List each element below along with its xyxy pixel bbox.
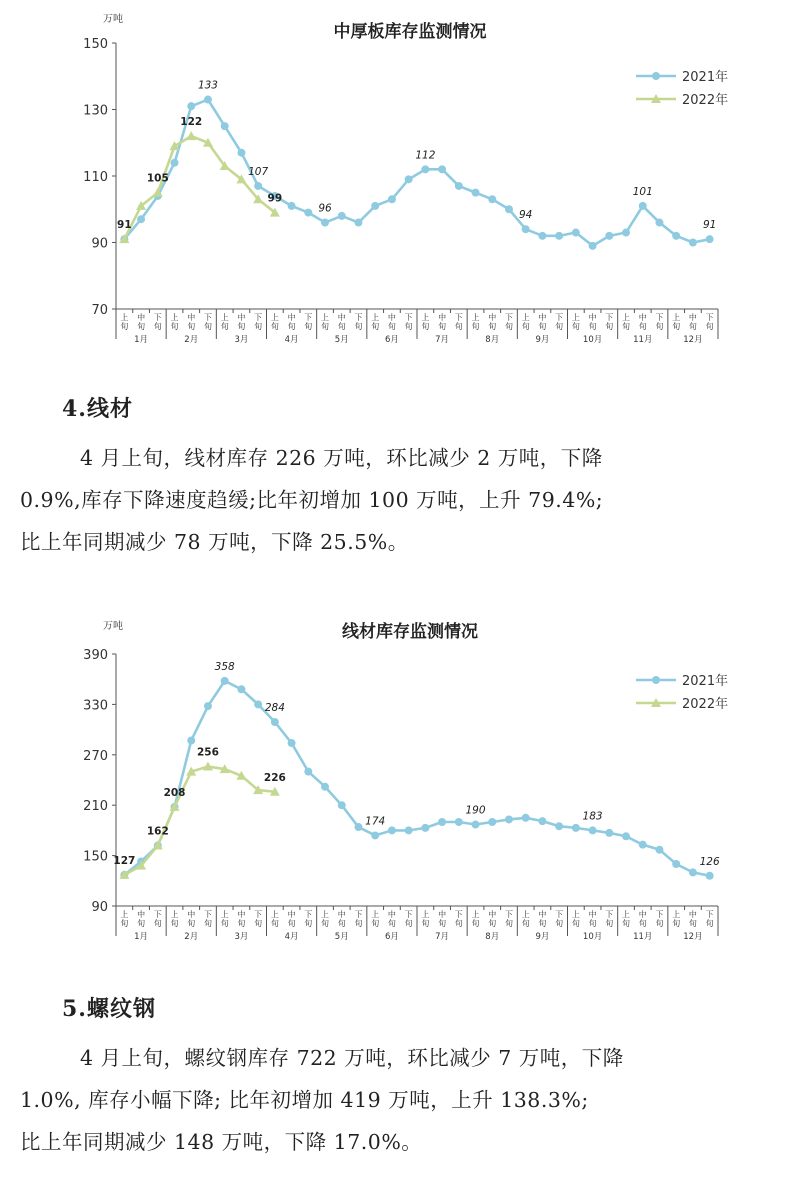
x-tick-label: 旬 (387, 322, 396, 331)
data-point (237, 149, 245, 157)
x-tick-label: 下 (504, 910, 513, 919)
x-tick-label: 下 (354, 910, 363, 919)
data-point (522, 814, 530, 822)
data-label: 101 (632, 185, 653, 198)
x-tick-label: 下 (504, 313, 513, 322)
x-tick-label: 中 (638, 910, 647, 919)
y-tick-label: 90 (91, 236, 108, 252)
month-label: 12月 (683, 932, 703, 942)
x-tick-label: 下 (254, 910, 263, 919)
x-tick-label: 旬 (421, 919, 430, 928)
x-tick-label: 旬 (605, 919, 614, 928)
x-tick-label: 中 (337, 910, 346, 919)
x-tick-label: 旬 (471, 919, 480, 928)
section-heading-rebar: 5.螺纹钢 (62, 996, 156, 1022)
month-label: 10月 (582, 335, 603, 345)
data-point (421, 824, 429, 832)
data-point (689, 868, 697, 876)
data-point (171, 159, 179, 167)
x-tick-label: 旬 (371, 919, 380, 928)
month-label: 7月 (435, 335, 450, 345)
data-point (689, 239, 697, 247)
data-point (505, 205, 513, 213)
month-label: 11月 (633, 335, 653, 345)
rebar-paragraph-line: 4 月上旬，螺纹钢库存 722 万吨，环比减少 7 万吨，下降 (80, 1046, 624, 1070)
data-label: 162 (146, 825, 169, 838)
month-label: 8月 (485, 932, 500, 942)
x-tick-label: 旬 (287, 322, 296, 331)
data-point (572, 824, 580, 832)
x-tick-label: 中 (688, 910, 697, 919)
x-tick-label: 旬 (187, 322, 196, 331)
y-tick-label: 110 (83, 170, 108, 185)
data-point (304, 768, 312, 776)
month-label: 11月 (633, 932, 653, 942)
x-tick-label: 旬 (237, 919, 246, 928)
x-tick-label: 上 (170, 910, 179, 919)
x-tick-label: 旬 (438, 322, 447, 331)
x-tick-label: 上 (672, 910, 681, 919)
data-label: 127 (113, 854, 136, 867)
y-tick-label: 150 (83, 37, 108, 52)
data-point (204, 702, 212, 710)
x-tick-label: 旬 (538, 919, 547, 928)
data-point (405, 175, 413, 183)
data-label: 94 (519, 209, 533, 222)
month-label: 4月 (284, 932, 299, 942)
x-tick-label: 中 (438, 910, 447, 919)
data-point (472, 189, 480, 197)
data-point (488, 818, 496, 826)
month-label: 1月 (134, 335, 149, 345)
data-point (388, 195, 396, 203)
x-tick-label: 下 (655, 910, 664, 919)
x-tick-label: 下 (153, 910, 162, 919)
data-label: 174 (365, 815, 386, 828)
legend-label: 2021年 (682, 70, 729, 85)
data-point (505, 815, 513, 823)
data-point (472, 821, 480, 829)
x-tick-label: 旬 (688, 322, 697, 331)
x-tick-label: 旬 (387, 919, 396, 928)
x-tick-label: 上 (270, 910, 279, 919)
x-tick-label: 旬 (622, 919, 631, 928)
data-point (655, 846, 663, 854)
month-label: 7月 (435, 932, 450, 942)
x-tick-label: 旬 (137, 322, 146, 331)
x-tick-label: 旬 (421, 322, 430, 331)
rebar-paragraph-line: 比上年同期减少 148 万吨，下降 17.0%。 (20, 1130, 423, 1154)
chart-svg (0, 0, 800, 350)
x-tick-label: 上 (571, 910, 580, 919)
data-point (706, 872, 714, 880)
month-label: 12月 (683, 335, 703, 345)
legend-marker (652, 72, 660, 80)
x-tick-label: 上 (521, 313, 530, 322)
x-tick-label: 下 (203, 910, 212, 919)
x-tick-label: 上 (170, 313, 179, 322)
x-tick-label: 旬 (504, 919, 513, 928)
data-label: 126 (699, 855, 720, 868)
data-point (221, 677, 229, 685)
x-tick-label: 上 (571, 313, 580, 322)
x-tick-label: 旬 (153, 919, 162, 928)
data-point (639, 202, 647, 210)
series-line-2022年 (124, 136, 275, 239)
x-tick-label: 旬 (404, 322, 413, 331)
data-point (187, 737, 195, 745)
x-tick-label: 上 (371, 313, 380, 322)
data-label: 91 (117, 219, 132, 232)
data-label: 96 (318, 202, 332, 215)
x-tick-label: 下 (605, 910, 614, 919)
wire-inventory-chart (0, 608, 800, 953)
x-tick-label: 下 (705, 313, 714, 322)
x-tick-label: 中 (237, 313, 246, 322)
data-point (354, 823, 362, 831)
data-point (622, 832, 630, 840)
x-tick-label: 旬 (588, 322, 597, 331)
data-point (672, 232, 680, 240)
month-label: 2月 (184, 932, 199, 942)
x-tick-label: 旬 (538, 322, 547, 331)
data-point (388, 826, 396, 834)
x-tick-label: 下 (454, 313, 463, 322)
series-line-2021年 (124, 100, 709, 246)
y-tick-label: 390 (83, 648, 108, 663)
data-label: 112 (415, 149, 436, 162)
x-tick-label: 中 (287, 313, 296, 322)
data-point (321, 219, 329, 227)
x-tick-label: 旬 (270, 919, 279, 928)
data-point (605, 829, 613, 837)
x-tick-label: 上 (270, 313, 279, 322)
x-tick-label: 旬 (454, 919, 463, 928)
x-tick-label: 旬 (254, 919, 263, 928)
x-tick-label: 旬 (438, 919, 447, 928)
month-label: 3月 (234, 932, 249, 942)
x-tick-label: 旬 (488, 322, 497, 331)
x-tick-label: 旬 (270, 322, 279, 331)
data-point (405, 826, 413, 834)
x-tick-label: 旬 (321, 322, 330, 331)
x-tick-label: 旬 (571, 322, 580, 331)
x-tick-label: 旬 (521, 322, 530, 331)
data-point (338, 212, 346, 220)
x-tick-label: 下 (203, 313, 212, 322)
x-tick-label: 下 (153, 313, 162, 322)
x-tick-label: 旬 (454, 322, 463, 331)
data-point (706, 235, 714, 243)
data-point (338, 801, 346, 809)
y-tick-label: 90 (91, 900, 108, 915)
x-tick-label: 旬 (705, 919, 714, 928)
y-tick-label: 150 (83, 849, 108, 865)
x-tick-label: 上 (220, 910, 229, 919)
x-tick-label: 中 (438, 313, 447, 322)
x-tick-label: 上 (421, 910, 430, 919)
data-label: 105 (146, 172, 169, 185)
rebar-paragraph-line: 1.0%, 库存小幅下降; 比年初增加 419 万吨，上升 138.3%; (20, 1088, 589, 1112)
data-point (237, 685, 245, 693)
x-tick-label: 下 (454, 910, 463, 919)
x-tick-label: 旬 (187, 919, 196, 928)
x-tick-label: 旬 (555, 322, 564, 331)
x-tick-label: 旬 (622, 322, 631, 331)
x-tick-label: 中 (538, 910, 547, 919)
x-tick-label: 下 (705, 910, 714, 919)
data-point (455, 818, 463, 826)
x-tick-label: 下 (304, 313, 313, 322)
data-point (304, 209, 312, 217)
x-tick-label: 上 (471, 313, 480, 322)
data-point (655, 219, 663, 227)
data-point (170, 141, 180, 150)
data-label: 208 (163, 786, 186, 799)
x-tick-label: 旬 (571, 919, 580, 928)
y-tick-label: 270 (83, 748, 108, 764)
data-label: 358 (214, 660, 235, 673)
x-tick-label: 旬 (404, 919, 413, 928)
x-tick-label: 旬 (337, 919, 346, 928)
legend-marker (652, 676, 660, 684)
x-tick-label: 旬 (304, 322, 313, 331)
x-tick-label: 中 (588, 910, 597, 919)
data-point (288, 202, 296, 210)
x-tick-label: 旬 (705, 322, 714, 331)
data-point (371, 202, 379, 210)
data-point (639, 841, 647, 849)
x-tick-label: 旬 (605, 322, 614, 331)
data-point (438, 165, 446, 173)
y-tick-label: 130 (83, 103, 108, 119)
x-tick-label: 下 (605, 313, 614, 322)
data-point (622, 229, 630, 237)
x-tick-label: 旬 (371, 322, 380, 331)
y-axis-unit-label: 万吨 (103, 14, 123, 25)
legend-label: 2022年 (682, 93, 729, 108)
x-tick-label: 上 (220, 313, 229, 322)
chart-title: 中厚板库存监测情况 (333, 22, 487, 42)
data-point (204, 96, 212, 104)
x-tick-label: 旬 (220, 322, 229, 331)
x-tick-label: 旬 (638, 322, 647, 331)
x-tick-label: 上 (321, 910, 330, 919)
data-point (186, 131, 196, 140)
x-tick-label: 旬 (354, 919, 363, 928)
data-label: 107 (248, 165, 269, 178)
x-tick-label: 中 (187, 910, 196, 919)
data-point (455, 182, 463, 190)
month-label: 6月 (384, 335, 399, 345)
x-tick-label: 旬 (638, 919, 647, 928)
legend-label: 2022年 (682, 697, 729, 712)
x-tick-label: 上 (672, 313, 681, 322)
month-label: 10月 (582, 932, 603, 942)
x-tick-label: 旬 (672, 322, 681, 331)
month-label: 5月 (334, 335, 349, 345)
x-tick-label: 旬 (471, 322, 480, 331)
x-tick-label: 中 (488, 910, 497, 919)
x-tick-label: 旬 (588, 919, 597, 928)
data-label: 226 (263, 771, 286, 784)
data-label: 133 (197, 79, 218, 92)
x-tick-label: 下 (555, 910, 564, 919)
month-label: 3月 (234, 335, 249, 345)
data-point (672, 860, 680, 868)
data-point (371, 831, 379, 839)
x-tick-label: 上 (120, 313, 129, 322)
x-tick-label: 旬 (120, 919, 129, 928)
month-label: 9月 (535, 335, 550, 345)
data-point (271, 718, 279, 726)
data-label: 256 (197, 746, 219, 759)
y-tick-label: 70 (91, 303, 108, 318)
x-tick-label: 中 (387, 313, 396, 322)
x-tick-label: 中 (538, 313, 547, 322)
chart-title: 线材库存监测情况 (342, 622, 478, 642)
x-tick-label: 旬 (120, 322, 129, 331)
x-tick-label: 旬 (321, 919, 330, 928)
x-tick-label: 旬 (688, 919, 697, 928)
data-point (589, 826, 597, 834)
x-tick-label: 旬 (304, 919, 313, 928)
data-point (187, 102, 195, 110)
x-tick-label: 旬 (137, 919, 146, 928)
x-tick-label: 上 (622, 313, 631, 322)
x-tick-label: 旬 (504, 322, 513, 331)
x-tick-label: 旬 (170, 322, 179, 331)
x-tick-label: 旬 (220, 919, 229, 928)
x-tick-label: 旬 (488, 919, 497, 928)
series-line-2021年 (124, 681, 709, 876)
data-point (488, 195, 496, 203)
x-tick-label: 中 (137, 313, 146, 322)
x-tick-label: 中 (337, 313, 346, 322)
y-axis-unit-label: 万吨 (103, 621, 123, 632)
x-tick-label: 中 (137, 910, 146, 919)
series-line-2022年 (124, 767, 275, 875)
month-label: 1月 (134, 932, 149, 942)
x-tick-label: 中 (688, 313, 697, 322)
data-point (589, 242, 597, 250)
x-tick-label: 下 (655, 313, 664, 322)
x-tick-label: 下 (304, 910, 313, 919)
data-point (438, 818, 446, 826)
chart-svg (0, 608, 800, 953)
x-tick-label: 旬 (237, 322, 246, 331)
section-heading-wire: 4.线材 (62, 396, 133, 422)
x-tick-label: 上 (321, 313, 330, 322)
data-point (421, 165, 429, 173)
wire-paragraph-line: 0.9%,库存下降速度趋缓;比年初增加 100 万吨，上升 79.4%; (20, 488, 604, 512)
x-tick-label: 旬 (655, 919, 664, 928)
x-tick-label: 上 (371, 910, 380, 919)
x-tick-label: 中 (488, 313, 497, 322)
x-tick-label: 中 (588, 313, 597, 322)
x-tick-label: 上 (120, 910, 129, 919)
month-label: 9月 (535, 932, 550, 942)
x-tick-label: 下 (555, 313, 564, 322)
data-point (538, 232, 546, 240)
x-tick-label: 中 (638, 313, 647, 322)
data-point (321, 783, 329, 791)
x-tick-label: 旬 (521, 919, 530, 928)
data-label: 190 (465, 804, 486, 817)
plate-inventory-chart (0, 0, 800, 350)
data-point (572, 229, 580, 237)
x-tick-label: 旬 (555, 919, 564, 928)
x-tick-label: 中 (287, 910, 296, 919)
x-tick-label: 上 (471, 910, 480, 919)
month-label: 2月 (184, 335, 199, 345)
data-point (555, 232, 563, 240)
x-tick-label: 中 (237, 910, 246, 919)
data-label: 99 (267, 192, 283, 205)
y-tick-label: 330 (83, 698, 108, 714)
data-point (538, 817, 546, 825)
x-tick-label: 中 (187, 313, 196, 322)
x-tick-label: 旬 (170, 919, 179, 928)
x-tick-label: 上 (421, 313, 430, 322)
data-point (137, 215, 145, 223)
month-label: 6月 (384, 932, 399, 942)
data-point (605, 232, 613, 240)
data-label: 122 (180, 116, 203, 129)
x-tick-label: 下 (254, 313, 263, 322)
data-point (254, 182, 262, 190)
wire-paragraph-line: 4 月上旬，线材库存 226 万吨，环比减少 2 万吨，下降 (80, 446, 603, 470)
month-label: 5月 (334, 932, 349, 942)
x-tick-label: 中 (387, 910, 396, 919)
x-tick-label: 旬 (337, 322, 346, 331)
y-tick-label: 210 (83, 799, 108, 815)
data-point (221, 122, 229, 130)
data-point (288, 739, 296, 747)
wire-paragraph-line: 比上年同期减少 78 万吨，下降 25.5%。 (20, 530, 409, 554)
x-tick-label: 上 (622, 910, 631, 919)
x-tick-label: 旬 (254, 322, 263, 331)
data-label: 91 (702, 219, 717, 232)
x-tick-label: 下 (404, 313, 413, 322)
data-point (254, 700, 262, 708)
x-tick-label: 下 (404, 910, 413, 919)
x-tick-label: 旬 (354, 322, 363, 331)
x-tick-label: 旬 (287, 919, 296, 928)
month-label: 4月 (284, 335, 299, 345)
data-label: 183 (582, 810, 603, 823)
x-tick-label: 上 (521, 910, 530, 919)
data-label: 284 (264, 702, 285, 715)
month-label: 8月 (485, 335, 500, 345)
x-tick-label: 下 (354, 313, 363, 322)
x-tick-label: 旬 (655, 322, 664, 331)
legend-label: 2021年 (682, 674, 729, 689)
x-tick-label: 旬 (153, 322, 162, 331)
data-point (354, 219, 362, 227)
x-tick-label: 旬 (203, 919, 212, 928)
x-tick-label: 旬 (672, 919, 681, 928)
data-point (555, 822, 563, 830)
x-tick-label: 旬 (203, 322, 212, 331)
data-point (522, 225, 530, 233)
